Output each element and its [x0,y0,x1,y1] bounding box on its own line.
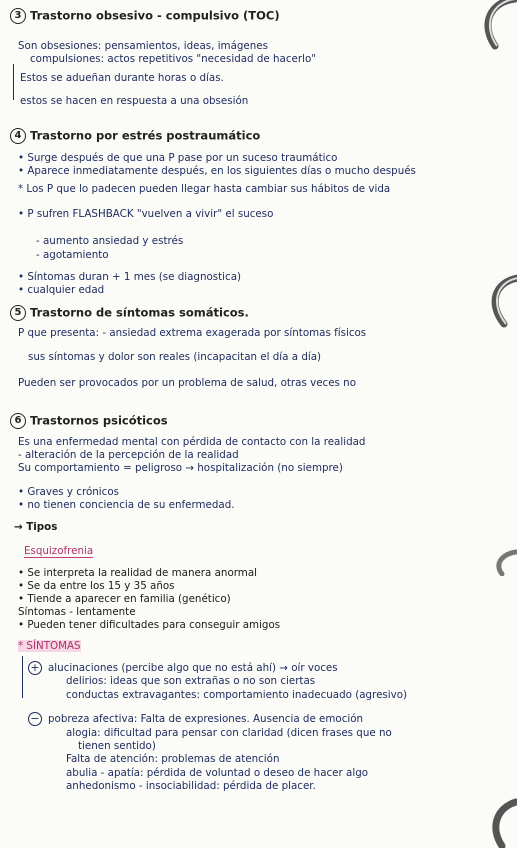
s3-line-1: Son obsesiones: pensamientos, ideas, imágenes [18,40,268,52]
subheading-text: Esquizofrenia [24,545,94,557]
s5-line-2: sus síntomas y dolor son reales (incapacitan el día a día) [28,351,322,363]
section-number: 3 [10,8,26,24]
section-number: 4 [10,128,26,144]
section-4-title [10,128,260,144]
section-number: 6 [10,413,26,429]
s6-line-2: - alteración de la percepción de la realidad [18,449,239,461]
s6-line-1: Es una enfermedad mental con pérdida de contacto con la realidad [18,436,366,448]
s6-line-5: • no tienen conciencia de su enfermedad. [18,499,235,511]
positive-line-2: delirios: ideas que son extrañas o no son ciertas [66,675,316,687]
n1-text: pobreza afectiva: Falta de expresiones. Ausencia de emoción [48,713,364,725]
positive-line-1 [28,661,338,675]
sintomas-text: * SÍNTOMAS [18,640,81,652]
section-6-title [10,413,168,429]
negative-line-6: anhedonismo - insociabilidad: pérdida de placer. [66,780,316,792]
plus-icon: + [28,661,42,675]
section-3-title [10,8,280,24]
sintomas-label [18,640,81,653]
esq-line-4: Síntomas - lentamente [18,606,136,618]
s5-line-1: P que presenta: - ansiedad extrema exagerada por síntomas físicos [18,327,367,339]
s4-bullet-4: • P sufren FLASHBACK "vuelven a vivir" el suceso [18,208,274,220]
title-text: Trastornos psicóticos [30,413,168,428]
binder-ring-low [488,548,517,576]
s4-bullet-1: • Surge después de que una P pase por un suceso traumático [18,152,338,164]
s6-line-4: • Graves y crónicos [18,486,119,498]
esq-line-3: • Tiende a aparecer en familia (genético) [18,593,231,605]
negative-line-1 [28,712,363,726]
symptom-bracket [22,656,23,698]
s3-line-2: compulsiones: actos repetitivos "necesidad de hacerlo" [30,53,316,65]
esquizofrenia-heading [24,545,93,558]
s3-line-3: Estos se adueñan durante horas o días. [20,72,224,84]
section-number: 5 [10,305,26,321]
binder-ring-top [470,0,517,54]
positive-line-3: conductas extravagantes: comportamiento inadecuado (agresivo) [66,689,408,701]
bracket-line [13,64,14,100]
title-text: Trastorno de síntomas somáticos. [30,305,249,320]
title-text: Trastorno obsesivo - compulsivo (TOC) [30,8,280,23]
negative-line-5: abulia - apatía: pérdida de voluntad o deseo de hacer algo [66,767,369,779]
negative-line-3: tienen sentido) [78,740,156,752]
esq-line-2: • Se da entre los 15 y 35 años [18,580,175,592]
s4-bullet-3: * Los P que lo padecen pueden llegar hasta cambiar sus hábitos de vida [18,183,391,195]
tipos-label: → Tipos [14,521,58,533]
s4-bullet-5: - aumento ansiedad y estrés [36,235,184,247]
binder-ring-bottom [480,798,517,848]
s5-line-3: Pueden ser provocados por un problema de salud, otras veces no [18,377,356,389]
s6-line-3: Su comportamiento = peligroso → hospitalización (no siempre) [18,462,343,474]
esq-line-1: • Se interpreta la realidad de manera anormal [18,567,258,579]
negative-line-2: alogia: dificultad para pensar con claridad (dicen frases que no [66,727,392,739]
esq-line-5: • Pueden tener dificultades para conseguir amigos [18,619,281,631]
p1-text: alucinaciones (percibe algo que no está ahí) → oír voces [48,662,338,674]
s4-bullet-6: - agotamiento [36,249,109,261]
s4-bullet-2: • Aparece inmediatamente después, en los siguientes días o mucho después [18,165,416,177]
s4-bullet-7: • Síntomas duran + 1 mes (se diagnostica) [18,271,242,283]
negative-line-4: Falta de atención: problemas de atención [66,753,280,765]
minus-icon: − [28,712,42,726]
s4-bullet-8: • cualquier edad [18,284,105,296]
binder-ring-mid [478,272,517,330]
title-text: Trastorno por estrés postraumático [30,128,261,143]
section-5-title [10,305,249,321]
s3-line-4: estos se hacen en respuesta a una obsesión [20,95,249,107]
